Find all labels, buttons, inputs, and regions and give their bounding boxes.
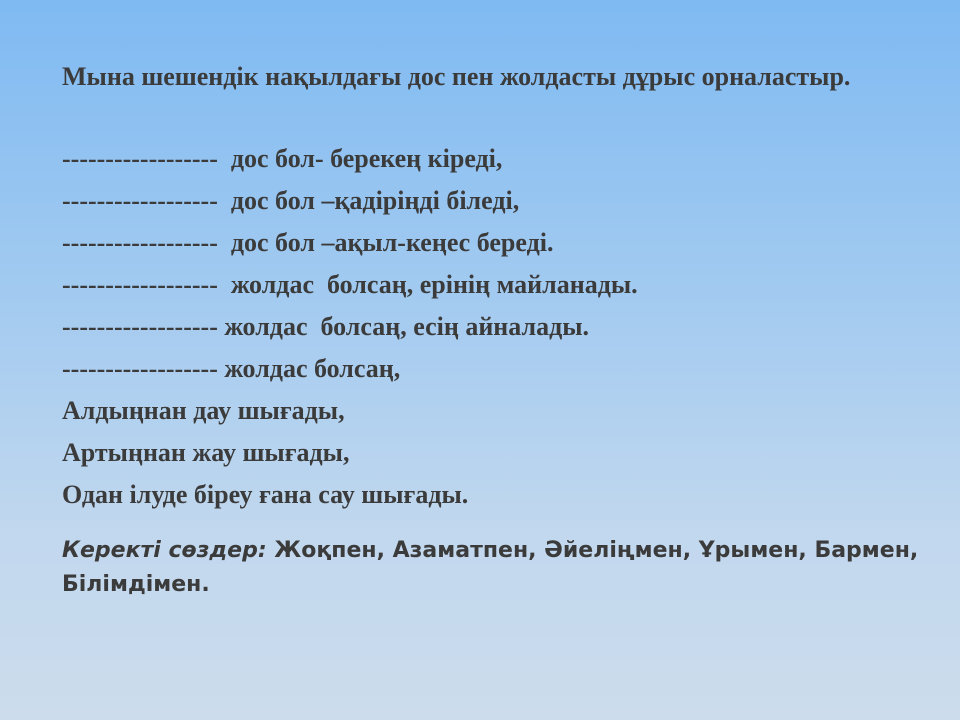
proverb-line-8: Артыңнан жау шығады, <box>62 438 350 467</box>
proverb-line-2: ------------------ дос бол –қадіріңді біледі, <box>62 186 520 215</box>
keywords-label: Керекті сөздер: <box>62 538 267 563</box>
proverb-lines <box>62 138 922 516</box>
slide-content <box>62 58 922 602</box>
proverb-line-9: Одан ілуде біреу ғана сау шығады. <box>62 480 469 509</box>
proverb-line-6: ------------------ жолдас болсаң, <box>62 354 401 383</box>
keywords-list: Жоқпен, Азаматпен, Әйеліңмен, Ұрымен, Бармен, Білімдімен. <box>62 538 919 597</box>
proverb-line-3: ------------------ дос бол –ақыл-кеңес береді. <box>62 228 554 257</box>
task-heading: Мына шешендік нақылдағы дос пен жолдасты дұрыс орналастыр. <box>62 62 851 91</box>
proverb-line-4: ------------------ жолдас болсаң, ерінің майланады. <box>62 270 638 299</box>
proverb-line-1: ------------------ дос бол- берекең кіреді, <box>62 144 503 173</box>
keywords-block <box>62 534 922 602</box>
proverb-line-7: Алдыңнан дау шығады, <box>62 396 345 425</box>
proverb-line-5: ------------------ жолдас болсаң, есің айналады. <box>62 312 590 341</box>
